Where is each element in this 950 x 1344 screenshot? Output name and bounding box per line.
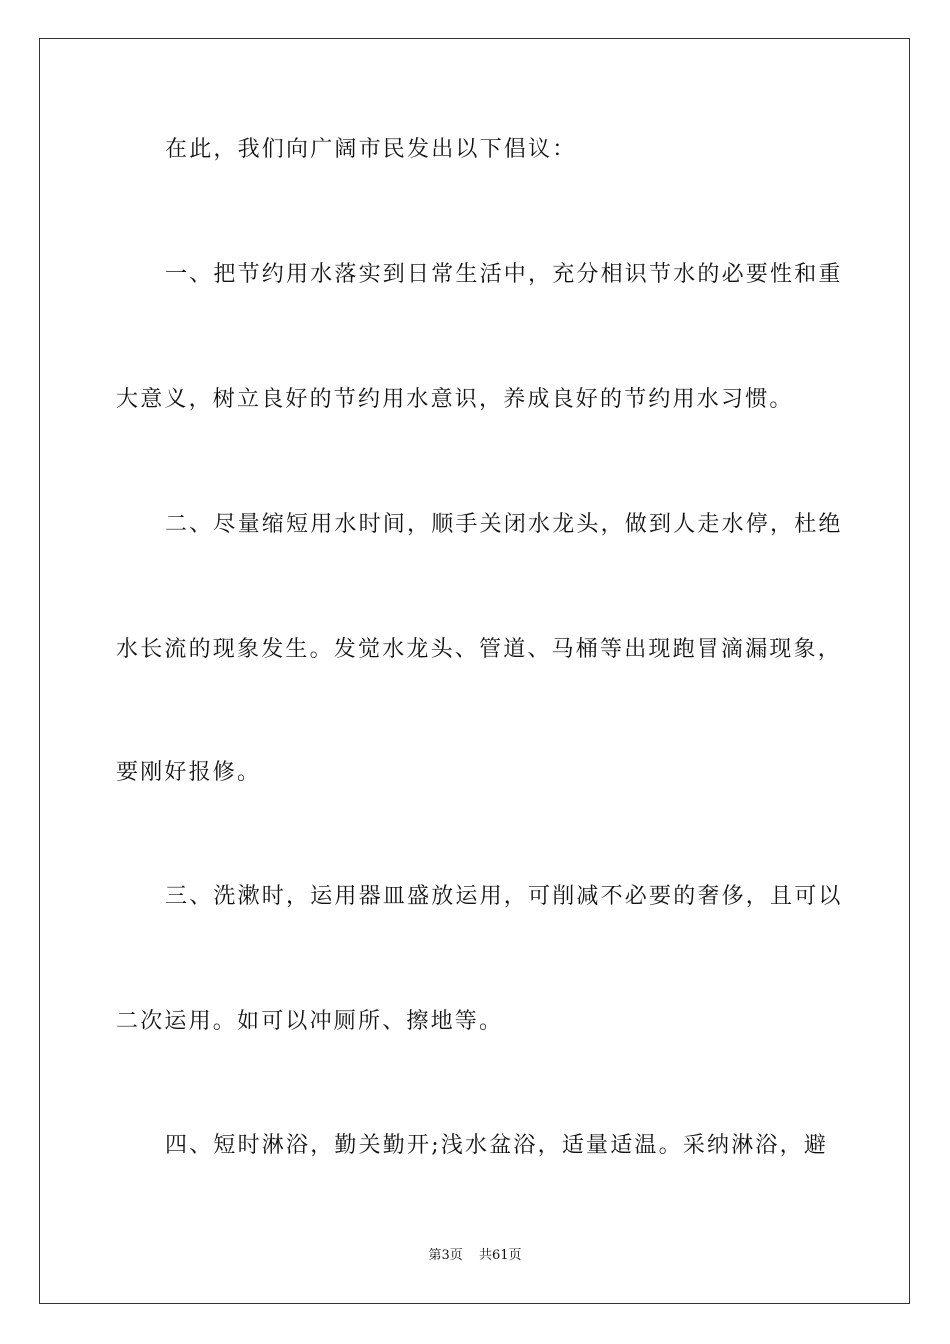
paragraph-line: 三、洗漱时，运用器皿盛放运用，可削减不必要的奢侈，且可以: [165, 884, 843, 909]
paragraph-line: 一、把节约用水落实到日常生活中，充分相识节水的必要性和重: [165, 262, 843, 287]
paragraph-line: 水长流的现象发生。发觉水龙头、管道、马桶等出现跑冒滴漏现象，: [116, 637, 843, 662]
paragraph-line: 在此，我们向广阔市民发出以下倡议：: [165, 137, 577, 162]
page-total: 共61页: [478, 1248, 522, 1263]
paragraph-line: 要刚好报修。: [116, 760, 262, 785]
paragraph-line: 二、尽量缩短用水时间，顺手关闭水龙头，做到人走水停，杜绝: [165, 512, 843, 537]
paragraph-line: 大意义，树立良好的节约用水意识，养成良好的节约用水习惯。: [116, 387, 794, 412]
page-footer: [0, 1247, 950, 1265]
paragraph-line: 二次运用。如可以冲厕所、擦地等。: [116, 1009, 504, 1034]
page-frame: [39, 38, 910, 1304]
page-number: 第3页: [428, 1248, 463, 1263]
paragraph-line: 四、短时淋浴，勤关勤开;浅水盆浴，适量适温。采纳淋浴，避: [165, 1133, 829, 1158]
